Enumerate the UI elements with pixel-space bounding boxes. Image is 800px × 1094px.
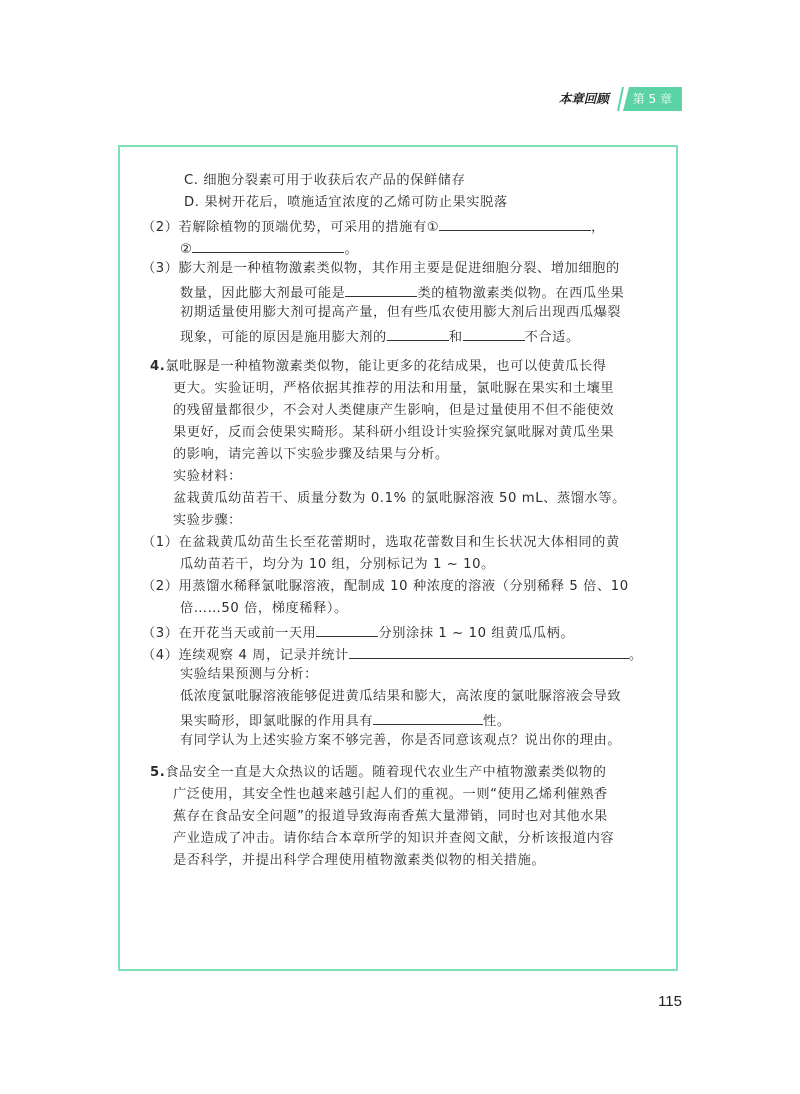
q4-text: 氯吡脲是一种植物激素类似物，能让更多的花结成果，也可以使黄瓜长得 [165,359,607,374]
result-text: 性。 [483,714,511,729]
q5-line2: 广泛使用，其安全性也越来越引起人们的重视。一则“使用乙烯利催熟香 [173,787,608,802]
option-c: C. 细胞分裂素可用于收获后农产品的保鲜储存 [184,173,466,188]
q5-line4: 产业造成了冲击。请你结合本章所学的知识并查阅文献，分析该报道内容 [173,831,615,846]
answer-blank[interactable] [349,643,629,659]
q3-part2-line1 [142,215,605,235]
q3-part3-text: 数量，因此膨大剂最可能是 [180,286,346,301]
q4-line1 [150,357,607,377]
page-number: 115 [658,993,682,1010]
q3-part3-text: 现象，可能的原因是施用膨大剂的 [180,330,387,345]
answer-blank[interactable] [345,281,417,297]
step-1-line1: （1）在盆栽黄瓜幼苗生长至花蕾期时，选取花蕾数目和生长状况大体相同的黄 [142,535,620,550]
q3-part3-line1: （3）膨大剂是一种植物激素类似物，其作用主要是促进细胞分裂、增加细胞的 [142,261,620,276]
answer-blank[interactable] [373,709,483,725]
materials-label: 实验材料： [173,469,242,484]
q4-line5: 的影响，请完善以下实验步骤及结果与分析。 [173,447,449,462]
q3-part3-line4 [180,325,580,345]
header-title: 本章回顾 [558,91,609,106]
header-slash-decoration [617,87,629,111]
result-text: 果实畸形，即氯吡脲的作用具有 [180,714,374,729]
materials-text: 盆栽黄瓜幼苗若干、质量分数为 0.1% 的氯吡脲溶液 50 mL、蒸馏水等。 [173,491,626,506]
q3-part3-text: 类的植物激素类似物。在西瓜坐果 [417,286,625,301]
result-line2 [180,709,511,729]
step-1-line2: 瓜幼苗若干，均分为 10 组，分别标记为 1 ~ 10。 [180,557,495,572]
q5-line3: 蕉存在食品安全问题”的报道导致海南香蕉大量滞销，同时也对其他水果 [173,809,608,824]
result-line1: 低浓度氯吡脲溶液能够促进黄瓜结果和膨大，高浓度的氯吡脲溶液会导致 [180,689,622,704]
q5-line1 [150,763,607,783]
q3-part2-text: （2）若解除植物的顶端优势，可采用的措施有① [142,220,440,235]
chapter-label: 第 5 章 [629,87,682,111]
q3-part3-text: 不合适。 [524,330,580,345]
q3-part2-marker: ② [180,242,193,257]
answer-blank[interactable] [192,237,344,253]
answer-blank[interactable] [463,325,525,341]
q5-line5: 是否科学，并提出科学合理使用植物激素类似物的相关措施。 [173,853,546,868]
step-4 [142,643,643,663]
chapter-header [559,87,682,111]
q3-part3-line3: 初期适量使用膨大剂可提高产量，但有些瓜农使用膨大剂后出现西瓜爆裂 [180,305,622,320]
q3-part2-end: 。 [344,242,359,257]
q4-line3: 的残留量都很少，不会对人类健康产生影响，但是过量使用不但不能使效 [173,403,615,418]
step-2-line2: 倍……50 倍，梯度稀释）。 [180,601,348,616]
step-2-line1: （2）用蒸馏水稀释氯吡脲溶液，配制成 10 种浓度的溶液（分别稀释 5 倍、10 [142,579,629,594]
answer-blank[interactable] [387,325,449,341]
answer-blank[interactable] [316,621,378,637]
q4-line2: 更大。实验证明，严格依据其推荐的用法和用量，氯吡脲在果实和土壤里 [173,381,615,396]
q4-line4: 果更好，反而会使果实畸形。某科研小组设计实验探究氯吡脲对黄瓜坐果 [173,425,615,440]
q3-part3-text: 和 [448,330,463,345]
result-line3: 有同学认为上述实验方案不够完善，你是否同意该观点？说出你的理由。 [180,733,622,748]
q3-part2-line2 [180,237,358,257]
step-3-text: 分别涂抹 1 ~ 10 组黄瓜瓜柄。 [378,626,575,641]
steps-label: 实验步骤： [173,513,242,528]
option-d: D. 果树开花后，喷施适宜浓度的乙烯可防止果实脱落 [184,195,508,210]
q3-part2-comma: ， [591,220,605,235]
step-3 [142,621,574,641]
step-4-end: 。 [628,648,643,663]
q5-text: 食品安全一直是大众热议的话题。随着现代农业生产中植物激素类似物的 [165,765,607,780]
result-label: 实验结果预测与分析： [180,667,318,682]
step-4-text: （4）连续观察 4 周，记录并统计 [142,648,349,663]
question-number: 4. [150,359,166,374]
answer-blank[interactable] [439,215,591,231]
question-number: 5. [150,765,166,780]
step-3-text: （3）在开花当天或前一天用 [142,626,317,641]
q3-part3-line2 [180,281,624,301]
